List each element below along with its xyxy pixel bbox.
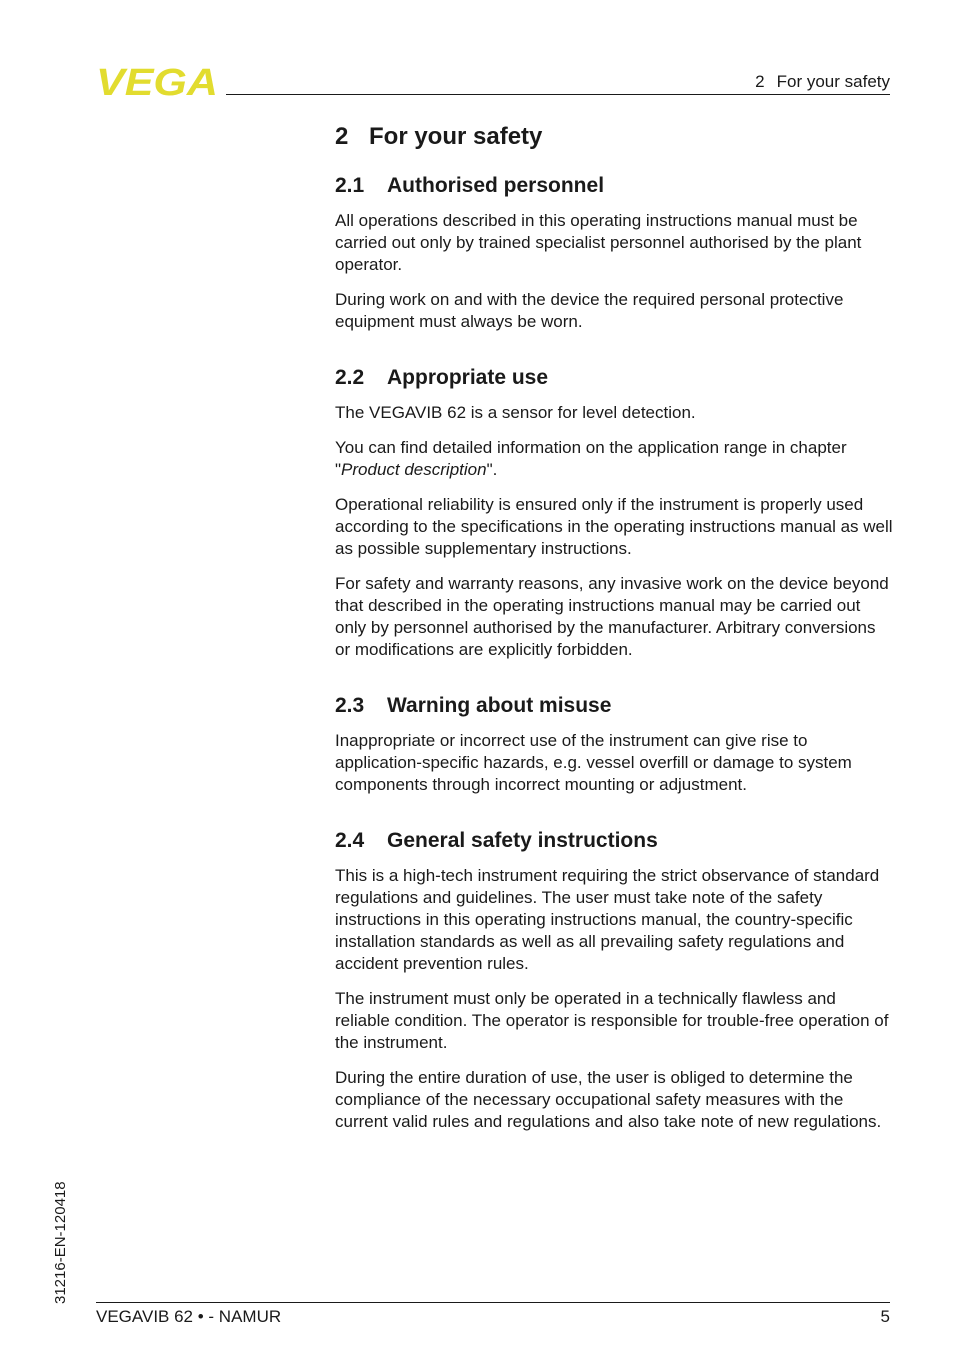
section-number: 2.4: [335, 829, 365, 852]
header-rule: [226, 94, 890, 95]
page-content: [335, 120, 893, 1162]
paragraph: This is a high-tech instrument requiring the strict observance of standard regulations and guidelines. The user must take note of the safety instructions in this operating instructions manual, the country-specific installation standards as well as all prevailing safety regulations and accident prevention rules.: [335, 866, 880, 973]
chapter-title: For your safety: [369, 123, 543, 150]
paragraph: During work on and with the device the required personal protective equipment must always be worn.: [335, 290, 844, 331]
section-number: 2.3: [335, 694, 365, 717]
vega-logo: [96, 64, 220, 98]
section-heading: [335, 825, 893, 857]
paragraph: The instrument must only be operated in a technically flawless and reliable condition. The operator is responsible for trouble-free operation of the instrument.: [335, 989, 889, 1052]
vega-logo-text: VEGA: [96, 64, 218, 98]
paragraph: Inappropriate or incorrect use of the instrument can give rise to application-specific hazards, e.g. vessel overfill or damage to system components through incorrect mounting or adjustment.: [335, 731, 852, 794]
running-head: [755, 72, 890, 92]
paragraph: All operations described in this operating instructions manual must be carried out only by trained specialist personnel authorised by the plant operator.: [335, 211, 862, 274]
running-head-title: For your safety: [776, 72, 890, 91]
running-head-number: 2: [755, 72, 765, 91]
section-appropriate-use: [335, 362, 893, 661]
section-title: General safety instructions: [387, 829, 658, 852]
chapter-heading: [335, 120, 893, 154]
section-heading: [335, 362, 893, 394]
section-number: 2.1: [335, 174, 365, 197]
section-general-safety-instructions: [335, 825, 893, 1133]
paragraph-chapter-reference: [335, 437, 893, 481]
footer-product: VEGAVIB 62 • - NAMUR: [96, 1307, 282, 1326]
footer-rule: [96, 1302, 890, 1303]
paragraph: During the entire duration of use, the user is obliged to determine the compliance of the necessary occupational safety measures with the current valid rules and regulations and also take note of new regulations.: [335, 1068, 882, 1131]
paragraph: Operational reliability is ensured only if the instrument is properly used according to the specifications in the operating instructions manual as well as possible supplementary instructions.: [335, 495, 893, 558]
document-code: 31216-EN-120418: [52, 1181, 69, 1304]
vega-logo-mark: [96, 64, 220, 98]
section-title: Authorised personnel: [387, 174, 605, 197]
section-authorised-personnel: [335, 170, 893, 333]
page-number: 5: [880, 1307, 890, 1326]
chapter-number: 2: [335, 123, 349, 150]
paragraph: The VEGAVIB 62 is a sensor for level detection.: [335, 403, 696, 422]
section-heading: [335, 690, 893, 722]
chapter-reference: Product description: [341, 460, 487, 479]
section-title: Warning about misuse: [387, 694, 612, 717]
section-number: 2.2: [335, 366, 365, 389]
section-heading: [335, 170, 893, 202]
reference-text-after: ".: [486, 460, 498, 479]
reference-text-before: You can find detailed information on the application range in chapter ": [335, 438, 847, 479]
section-warning-about-misuse: [335, 690, 893, 796]
section-title: Appropriate use: [387, 366, 549, 389]
paragraph: For safety and warranty reasons, any invasive work on the device beyond that described in the operating instructions manual may be carried out only by personnel authorised by the manufacturer. Arbitrary conversions or modifications are explicitly forbidden.: [335, 574, 889, 659]
